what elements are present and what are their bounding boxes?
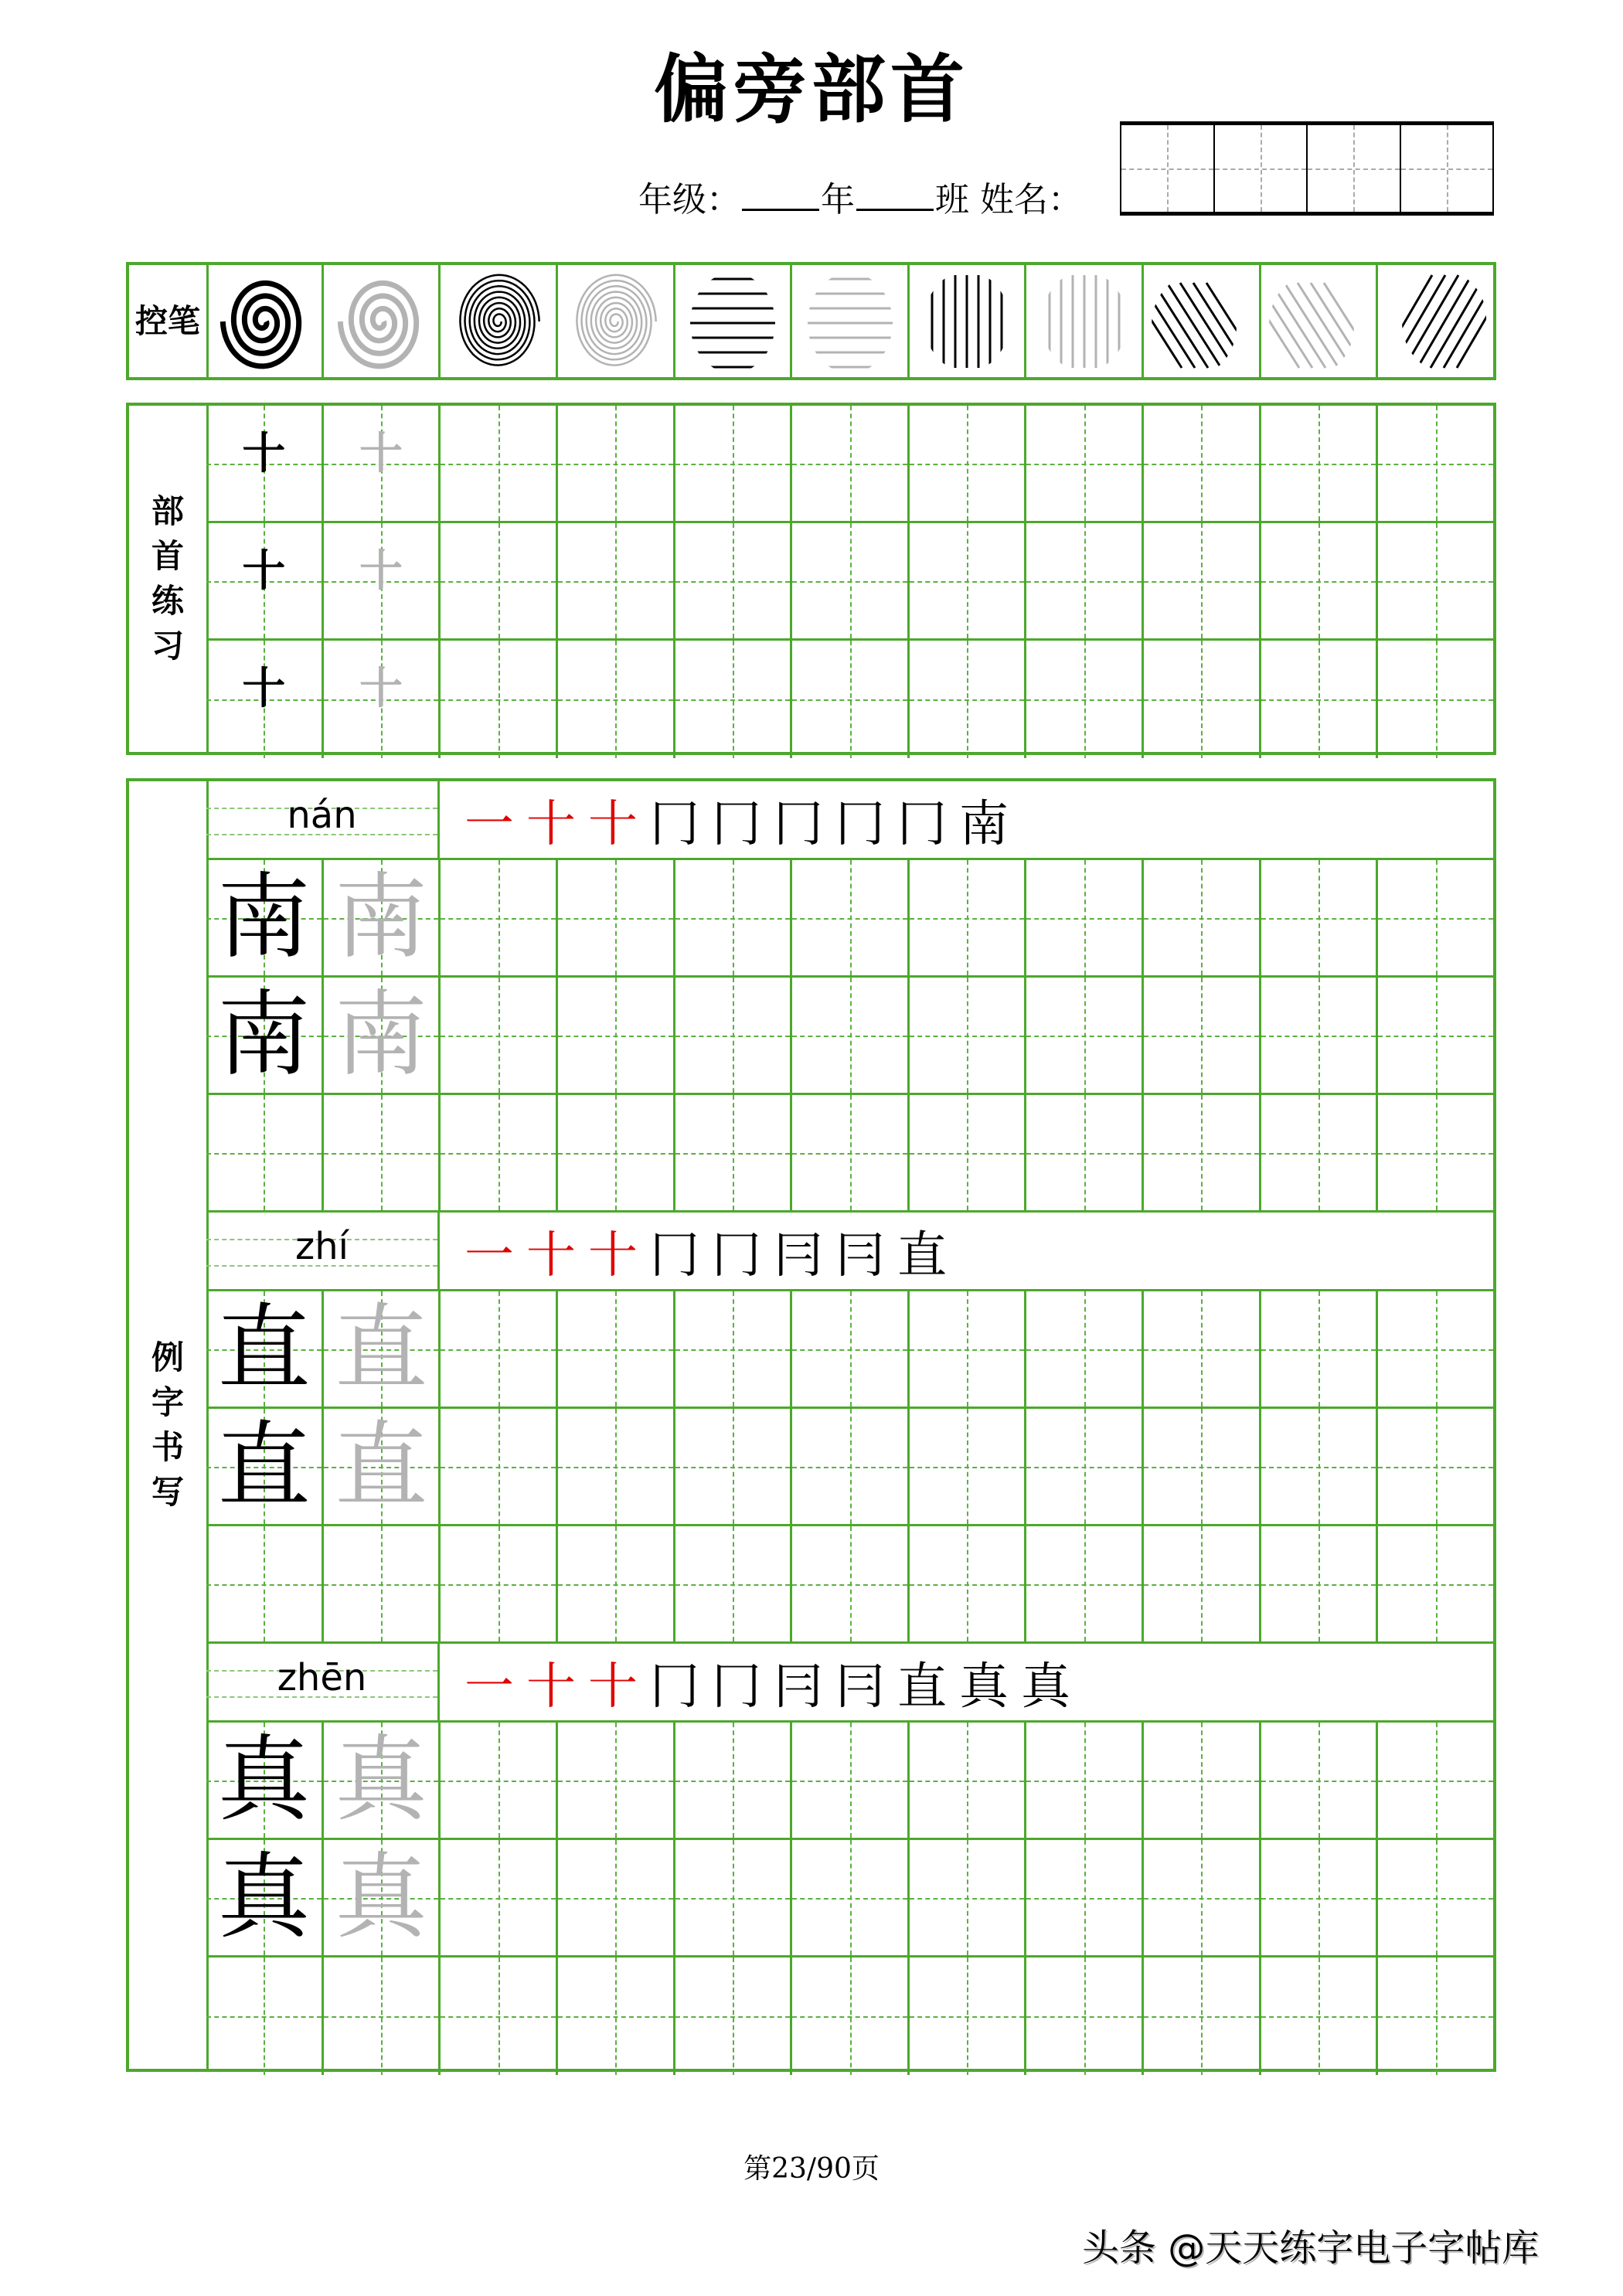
tianzi-cell[interactable] — [1261, 1095, 1379, 1210]
tianzi-cell[interactable] — [1144, 1095, 1261, 1210]
trace-character: 十 — [359, 428, 403, 479]
label-char: 写 — [151, 1473, 184, 1511]
tianzi-cell[interactable] — [324, 641, 441, 758]
tianzi-cell[interactable] — [324, 1958, 441, 2075]
pattern-spiral-dense — [441, 265, 558, 377]
tianzi-cell[interactable] — [792, 1526, 910, 1641]
practice-row — [206, 1409, 1493, 1526]
tianzi-cell[interactable] — [558, 523, 675, 638]
tianzi-cell[interactable] — [1144, 1723, 1261, 1838]
stroke-step: 冂 — [712, 1658, 761, 1716]
tianzi-cell[interactable] — [441, 1723, 558, 1838]
class-suffix: 班 — [935, 180, 969, 219]
tianzi-cell[interactable] — [324, 1723, 441, 1838]
stroke-step: 直 — [897, 1658, 947, 1716]
tianzi-cell[interactable] — [206, 1291, 324, 1407]
tianzi-cell[interactable] — [324, 1526, 441, 1641]
tianzi-cell[interactable] — [1378, 978, 1493, 1093]
tianzi-cell[interactable] — [324, 1291, 441, 1407]
stroke-step: 十 — [526, 1226, 576, 1284]
trace-character: 十 — [359, 546, 403, 597]
label-char: 部 — [151, 492, 184, 530]
trace-character: 直 — [334, 1295, 427, 1403]
tianzi-cell[interactable] — [910, 1840, 1027, 1955]
page-title: 偏旁部首 — [654, 46, 969, 133]
tianzi-cell[interactable] — [1378, 523, 1493, 638]
page-number: 第23/90页 — [743, 2153, 880, 2185]
pattern-spiral-dense — [558, 265, 675, 377]
stroke-step: 冂 — [712, 1226, 761, 1284]
year-suffix: 年 — [821, 180, 855, 219]
tianzi-cell[interactable] — [206, 1840, 324, 1955]
stroke-step: 十 — [588, 1658, 638, 1716]
stroke-step: 真 — [959, 1658, 1009, 1716]
practice-row — [206, 1526, 1493, 1644]
name-label: 姓名： — [980, 180, 1082, 219]
tianzi-cell[interactable] — [324, 1409, 441, 1524]
stroke-step: 冃 — [774, 1658, 823, 1716]
tianzi-cell[interactable] — [1144, 1840, 1261, 1955]
tianzi-cell[interactable] — [1026, 1526, 1144, 1641]
tianzi-cell[interactable] — [558, 1723, 675, 1838]
pattern-diagonal-backslash — [1261, 265, 1379, 377]
label-char: 首 — [151, 537, 184, 575]
model-character: 南 — [217, 981, 311, 1089]
tianzi-cell[interactable] — [1144, 523, 1261, 638]
name-writing-box[interactable] — [1120, 121, 1494, 216]
tianzi-cell[interactable] — [675, 1723, 793, 1838]
tianzi-cell[interactable] — [1261, 406, 1379, 521]
pattern-vertical-lines — [910, 265, 1027, 377]
tianzi-cell[interactable] — [1026, 1409, 1144, 1524]
label-char: 习 — [151, 627, 184, 665]
tianzi-cell[interactable] — [675, 1409, 793, 1524]
tianzi-cell[interactable] — [206, 641, 324, 758]
tianzi-cell[interactable] — [910, 1409, 1027, 1524]
tianzi-cell[interactable] — [558, 641, 675, 758]
tianzi-cell[interactable] — [441, 641, 558, 758]
tianzi-cell[interactable] — [324, 406, 441, 521]
example-writing-section — [126, 778, 1496, 2072]
tianzi-cell[interactable] — [441, 860, 558, 975]
model-character: 南 — [217, 864, 311, 971]
pinyin-cell — [206, 781, 440, 858]
tianzi-cell[interactable] — [1026, 406, 1144, 521]
practice-row — [206, 1958, 1493, 2075]
practice-row — [206, 1723, 1493, 1840]
tianzi-cell[interactable] — [675, 1526, 793, 1641]
grade-blank[interactable] — [742, 178, 819, 211]
watermark: 头条 @天天练字电子字帖库 — [1082, 2226, 1540, 2270]
tianzi-cell[interactable] — [910, 1723, 1027, 1838]
label-char: 练 — [151, 582, 184, 620]
class-blank[interactable] — [856, 178, 934, 211]
practice-row — [206, 1095, 1493, 1213]
tianzi-cell[interactable] — [1026, 1095, 1144, 1210]
stroke-step: 冃 — [774, 1226, 823, 1284]
grade-class-name-line — [638, 172, 1082, 221]
tianzi-cell[interactable] — [206, 978, 324, 1093]
tianzi-cell[interactable] — [910, 523, 1027, 638]
stroke-step: 冃 — [835, 1658, 885, 1716]
model-character: 十 — [242, 428, 286, 479]
practice-row — [206, 1840, 1493, 1958]
radical-practice-section — [126, 403, 1496, 755]
stroke-step: 冂 — [650, 795, 699, 853]
practice-row — [206, 641, 1493, 758]
tianzi-cell[interactable] — [792, 641, 910, 758]
tianzi-cell[interactable] — [792, 1409, 910, 1524]
tianzi-cell[interactable] — [910, 1958, 1027, 2075]
tianzi-cell[interactable] — [1144, 641, 1261, 758]
tianzi-cell[interactable] — [441, 523, 558, 638]
grade-label: 年级： — [638, 180, 740, 219]
stroke-step: 直 — [897, 1226, 947, 1284]
tianzi-cell[interactable] — [792, 860, 910, 975]
stroke-step: 冂 — [712, 795, 761, 853]
tianzi-cell[interactable] — [910, 860, 1027, 975]
practice-row — [206, 406, 1493, 523]
tianzi-cell[interactable] — [910, 406, 1027, 521]
tianzi-cell[interactable] — [441, 978, 558, 1093]
control-pen-section — [126, 262, 1496, 380]
tianzi-cell[interactable] — [206, 523, 324, 638]
trace-character: 真 — [334, 1726, 427, 1834]
tianzi-cell[interactable] — [1026, 860, 1144, 975]
tianzi-cell[interactable] — [1261, 523, 1379, 638]
name-cell[interactable] — [1215, 125, 1308, 212]
stroke-order — [440, 1644, 1493, 1720]
tianzi-cell[interactable] — [1378, 1958, 1493, 2075]
pinyin-text: zhí — [295, 1225, 349, 1268]
tianzi-cell[interactable] — [558, 1526, 675, 1641]
tianzi-cell[interactable] — [206, 406, 324, 521]
label-char: 字 — [151, 1383, 184, 1421]
stroke-step: 冃 — [835, 1226, 885, 1284]
tianzi-cell[interactable] — [324, 860, 441, 975]
pinyin-stroke-row — [206, 781, 1493, 860]
tianzi-cell[interactable] — [441, 1095, 558, 1210]
stroke-step: 十 — [588, 1226, 638, 1284]
tianzi-cell[interactable] — [558, 1291, 675, 1407]
tianzi-cell[interactable] — [792, 1840, 910, 1955]
tianzi-cell[interactable] — [675, 1291, 793, 1407]
tianzi-cell[interactable] — [206, 1409, 324, 1524]
tianzi-cell[interactable] — [324, 978, 441, 1093]
control-pen-label — [129, 265, 209, 377]
pattern-spiral-thick — [206, 265, 324, 377]
tianzi-cell[interactable] — [792, 523, 910, 638]
pinyin-cell — [206, 1213, 440, 1289]
tianzi-cell[interactable] — [1261, 1723, 1379, 1838]
pinyin-stroke-row — [206, 1644, 1493, 1723]
trace-character: 十 — [359, 663, 403, 714]
tianzi-cell[interactable] — [558, 406, 675, 521]
trace-character: 南 — [334, 981, 427, 1089]
pinyin-text: nán — [287, 794, 357, 837]
label-char: 书 — [151, 1428, 184, 1466]
stroke-step: 冂 — [650, 1226, 699, 1284]
name-cell[interactable] — [1308, 125, 1401, 212]
pattern-diagonal-slash — [1378, 265, 1493, 377]
stroke-step: 一 — [464, 1658, 514, 1716]
tianzi-cell[interactable] — [1378, 1840, 1493, 1955]
trace-character: 南 — [334, 864, 427, 971]
tianzi-cell[interactable] — [792, 1095, 910, 1210]
tianzi-cell[interactable] — [1026, 523, 1144, 638]
tianzi-cell[interactable] — [1144, 978, 1261, 1093]
tianzi-cell[interactable] — [558, 1840, 675, 1955]
tianzi-cell[interactable] — [1378, 406, 1493, 521]
tianzi-cell[interactable] — [558, 978, 675, 1093]
practice-row — [206, 1291, 1493, 1409]
tianzi-cell[interactable] — [1378, 1409, 1493, 1524]
tianzi-cell[interactable] — [1261, 641, 1379, 758]
tianzi-cell[interactable] — [1026, 1723, 1144, 1838]
tianzi-cell[interactable] — [675, 1840, 793, 1955]
stroke-step: 十 — [526, 1658, 576, 1716]
tianzi-cell[interactable] — [1378, 1095, 1493, 1210]
tianzi-cell[interactable] — [1261, 1840, 1379, 1955]
tianzi-cell[interactable] — [1144, 1958, 1261, 2075]
tianzi-cell[interactable] — [675, 523, 793, 638]
tianzi-cell[interactable] — [675, 406, 793, 521]
stroke-step: 冂 — [774, 795, 823, 853]
stroke-step: 冂 — [650, 1658, 699, 1716]
tianzi-cell[interactable] — [1378, 1723, 1493, 1838]
tianzi-cell[interactable] — [324, 1840, 441, 1955]
tianzi-cell[interactable] — [792, 1723, 910, 1838]
stroke-step: 南 — [959, 795, 1009, 853]
practice-row — [206, 978, 1493, 1095]
tianzi-cell[interactable] — [1378, 1526, 1493, 1641]
tianzi-cell[interactable] — [792, 1291, 910, 1407]
tianzi-cell[interactable] — [206, 860, 324, 975]
pattern-vertical-lines — [1026, 265, 1144, 377]
tianzi-cell[interactable] — [441, 1409, 558, 1524]
tianzi-cell[interactable] — [324, 523, 441, 638]
tianzi-cell[interactable] — [1261, 1526, 1379, 1641]
name-cell[interactable] — [1121, 125, 1215, 212]
tianzi-cell[interactable] — [1378, 641, 1493, 758]
stroke-step: 冂 — [897, 795, 947, 853]
stroke-step: 一 — [464, 1226, 514, 1284]
pattern-horizontal-lines — [675, 265, 793, 377]
stroke-step: 十 — [526, 795, 576, 853]
tianzi-cell[interactable] — [792, 978, 910, 1093]
tianzi-cell[interactable] — [1026, 641, 1144, 758]
tianzi-cell[interactable] — [441, 1840, 558, 1955]
tianzi-cell[interactable] — [206, 1095, 324, 1210]
tianzi-cell[interactable] — [558, 860, 675, 975]
pattern-diagonal-backslash — [1144, 265, 1261, 377]
pattern-horizontal-lines — [792, 265, 910, 377]
tianzi-cell[interactable] — [910, 1526, 1027, 1641]
stroke-step: 冂 — [835, 795, 885, 853]
tianzi-cell[interactable] — [1261, 978, 1379, 1093]
practice-row — [206, 860, 1493, 978]
tianzi-cell[interactable] — [206, 1958, 324, 2075]
tianzi-cell[interactable] — [558, 1958, 675, 2075]
tianzi-cell[interactable] — [1144, 406, 1261, 521]
tianzi-cell[interactable] — [910, 978, 1027, 1093]
trace-character: 直 — [334, 1413, 427, 1520]
tianzi-cell[interactable] — [1144, 1409, 1261, 1524]
tianzi-cell[interactable] — [1378, 1291, 1493, 1407]
tianzi-cell[interactable] — [1026, 1840, 1144, 1955]
tianzi-cell[interactable] — [1378, 860, 1493, 975]
model-character: 真 — [217, 1844, 311, 1951]
name-cell[interactable] — [1401, 125, 1493, 212]
tianzi-cell[interactable] — [1026, 978, 1144, 1093]
tianzi-cell[interactable] — [441, 1526, 558, 1641]
tianzi-cell[interactable] — [324, 1095, 441, 1210]
stroke-step: 十 — [588, 795, 638, 853]
pinyin-text: zhēn — [277, 1656, 367, 1699]
stroke-order — [440, 1213, 1493, 1289]
tianzi-cell[interactable] — [1261, 1291, 1379, 1407]
tianzi-cell[interactable] — [675, 860, 793, 975]
tianzi-cell[interactable] — [1144, 1526, 1261, 1641]
model-character: 十 — [242, 546, 286, 597]
tianzi-cell[interactable] — [675, 978, 793, 1093]
tianzi-cell[interactable] — [206, 1526, 324, 1641]
model-character: 真 — [217, 1726, 311, 1834]
tianzi-cell[interactable] — [441, 406, 558, 521]
pinyin-stroke-row — [206, 1213, 1493, 1291]
tianzi-cell[interactable] — [1144, 1291, 1261, 1407]
tianzi-cell[interactable] — [792, 406, 910, 521]
model-character: 直 — [217, 1413, 311, 1520]
tianzi-cell[interactable] — [1261, 1409, 1379, 1524]
tianzi-cell[interactable] — [558, 1095, 675, 1210]
tianzi-cell[interactable] — [1026, 1958, 1144, 2075]
radical-practice-label — [129, 406, 209, 752]
tianzi-cell[interactable] — [910, 641, 1027, 758]
tianzi-cell[interactable] — [910, 1291, 1027, 1407]
tianzi-cell[interactable] — [675, 1095, 793, 1210]
tianzi-cell[interactable] — [675, 1958, 793, 2075]
pattern-row — [206, 265, 1493, 377]
stroke-step: 一 — [464, 795, 514, 853]
tianzi-cell[interactable] — [910, 1095, 1027, 1210]
tianzi-cell[interactable] — [206, 1723, 324, 1838]
stroke-step: 真 — [1021, 1658, 1070, 1716]
control-pen-label-text: 控笔 — [134, 301, 200, 340]
model-character: 直 — [217, 1295, 311, 1403]
tianzi-cell[interactable] — [441, 1291, 558, 1407]
stroke-order — [440, 781, 1493, 858]
tianzi-cell[interactable] — [1144, 860, 1261, 975]
tianzi-cell[interactable] — [1261, 860, 1379, 975]
tianzi-cell[interactable] — [1261, 1958, 1379, 2075]
tianzi-cell[interactable] — [792, 1958, 910, 2075]
trace-character: 真 — [334, 1844, 427, 1951]
tianzi-cell[interactable] — [675, 641, 793, 758]
label-char: 例 — [151, 1338, 184, 1376]
practice-row — [206, 523, 1493, 641]
tianzi-cell[interactable] — [558, 1409, 675, 1524]
example-writing-label — [129, 781, 209, 2069]
tianzi-cell[interactable] — [441, 1958, 558, 2075]
tianzi-cell[interactable] — [1026, 1291, 1144, 1407]
model-character: 十 — [242, 663, 286, 714]
pinyin-cell — [206, 1644, 440, 1720]
pattern-spiral-thick — [324, 265, 441, 377]
